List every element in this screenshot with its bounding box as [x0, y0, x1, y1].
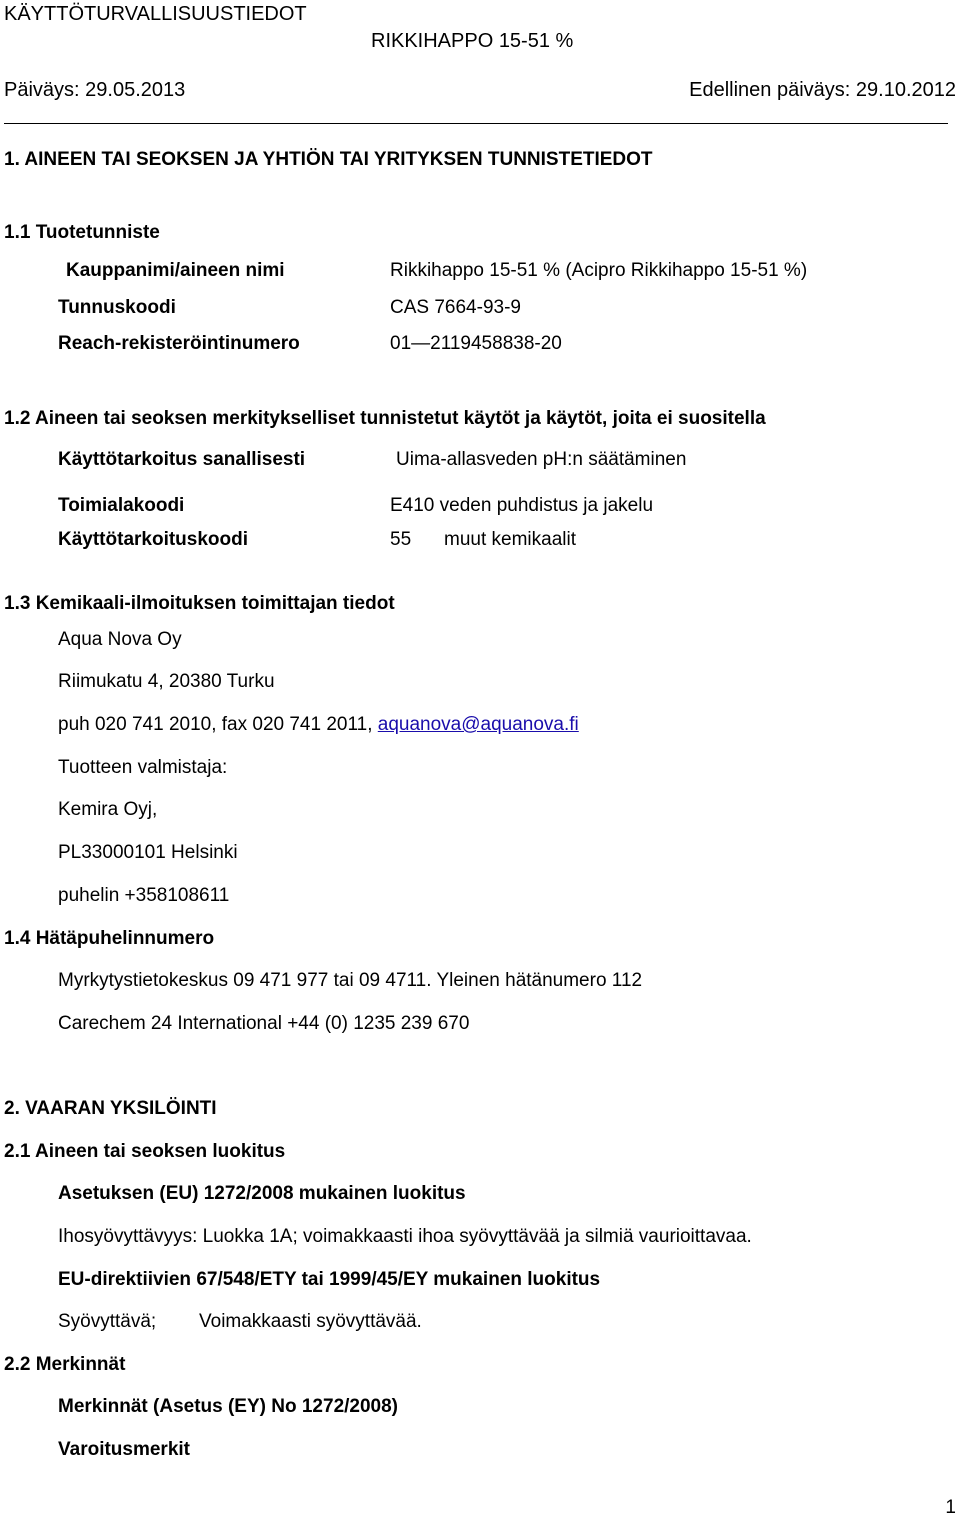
clp-classification-heading: Asetuksen (EU) 1272/2008 mukainen luokitus	[58, 1183, 466, 1204]
reach-value: 01—2119458838-20	[390, 333, 562, 354]
header-divider	[4, 123, 948, 124]
eu-classification-heading: EU-direktiivien 67/548/ETY tai 1999/45/EY mukainen luokitus	[58, 1269, 601, 1290]
use-value: Uima-allasveden pH:n säätäminen	[396, 449, 687, 470]
section-2-1-title: 2.1 Aineen tai seoksen luokitus	[4, 1141, 286, 1162]
manufacturer-phone: puhelin +358108611	[58, 885, 230, 906]
reach-label: Reach-rekisteröintinumero	[58, 333, 300, 354]
previous-date: Edellinen päiväys: 29.10.2012	[689, 79, 956, 101]
industry-code-value: E410 veden puhdistus ja jakelu	[390, 495, 654, 516]
manufacturer-address: PL33000101 Helsinki	[58, 842, 238, 863]
warning-signs-heading: Varoitusmerkit	[58, 1439, 190, 1460]
use-code-number: 55	[390, 529, 412, 550]
eu-classification: Syövyttävä;	[58, 1311, 157, 1332]
id-code-value: CAS 7664-93-9	[390, 297, 521, 318]
emergency-line-1: Myrkytystietokeskus 09 471 977 tai 09 4711. Yleinen hätänumero 112	[58, 970, 643, 991]
supplier-phone-fax: puh 020 741 2010, fax 020 741 2011,	[58, 714, 378, 735]
section-1-2-title: 1.2 Aineen tai seoksen merkitykselliset tunnistetut käytöt ja käytöt, joita ei suositella	[4, 408, 766, 429]
trade-name-value: Rikkihappo 15-51 % (Acipro Rikkihappo 15-51 %)	[390, 260, 808, 281]
section-2-2-title: 2.2 Merkinnät	[4, 1354, 126, 1375]
supplier-email-link[interactable]: aquanova@aquanova.fi	[377, 714, 579, 735]
section-1-title: 1. AINEEN TAI SEOKSEN JA YHTIÖN TAI YRITYKSEN TUNNISTETIEDOT	[4, 149, 653, 170]
eu-risk-phrase: Voimakkaasti syövyttävää.	[199, 1311, 422, 1332]
section-1-4-title: 1.4 Hätäpuhelinnumero	[4, 928, 215, 949]
use-code-text: muut kemikaalit	[444, 529, 576, 550]
use-code-label: Käyttötarkoituskoodi	[58, 529, 249, 550]
trade-name-label: Kauppanimi/aineen nimi	[66, 260, 285, 281]
section-1-3-title: 1.3 Kemikaali-ilmoituksen toimittajan tiedot	[4, 593, 395, 614]
supplier-address: Riimukatu 4, 20380 Turku	[58, 671, 275, 692]
industry-code-label: Toimialakoodi	[58, 495, 185, 516]
product-name: RIKKIHAPPO 15-51 %	[371, 30, 574, 52]
manufacturer-name: Kemira Oyj,	[58, 799, 158, 820]
supplier-company: Aqua Nova Oy	[58, 629, 182, 650]
section-2-title: 2. VAARAN YKSILÖINTI	[4, 1098, 217, 1119]
page-number: 1	[945, 1497, 956, 1518]
use-label: Käyttötarkoitus sanallisesti	[58, 449, 306, 470]
id-code-label: Tunnuskoodi	[58, 297, 176, 318]
labeling-heading: Merkinnät (Asetus (EY) No 1272/2008)	[58, 1396, 399, 1417]
manufacturer-label: Tuotteen valmistaja:	[58, 757, 228, 778]
clp-classification-text: Ihosyövyttävyys: Luokka 1A; voimakkaasti ihoa syövyttävää ja silmiä vaurioittavaa.	[58, 1226, 752, 1247]
supplier-contact	[58, 715, 579, 734]
section-1-1-title: 1.1 Tuotetunniste	[4, 222, 160, 243]
emergency-line-2: Carechem 24 International +44 (0) 1235 239 670	[58, 1013, 470, 1034]
date: Päiväys: 29.05.2013	[4, 79, 186, 101]
document-title: KÄYTTÖTURVALLISUUSTIEDOT	[4, 3, 307, 25]
